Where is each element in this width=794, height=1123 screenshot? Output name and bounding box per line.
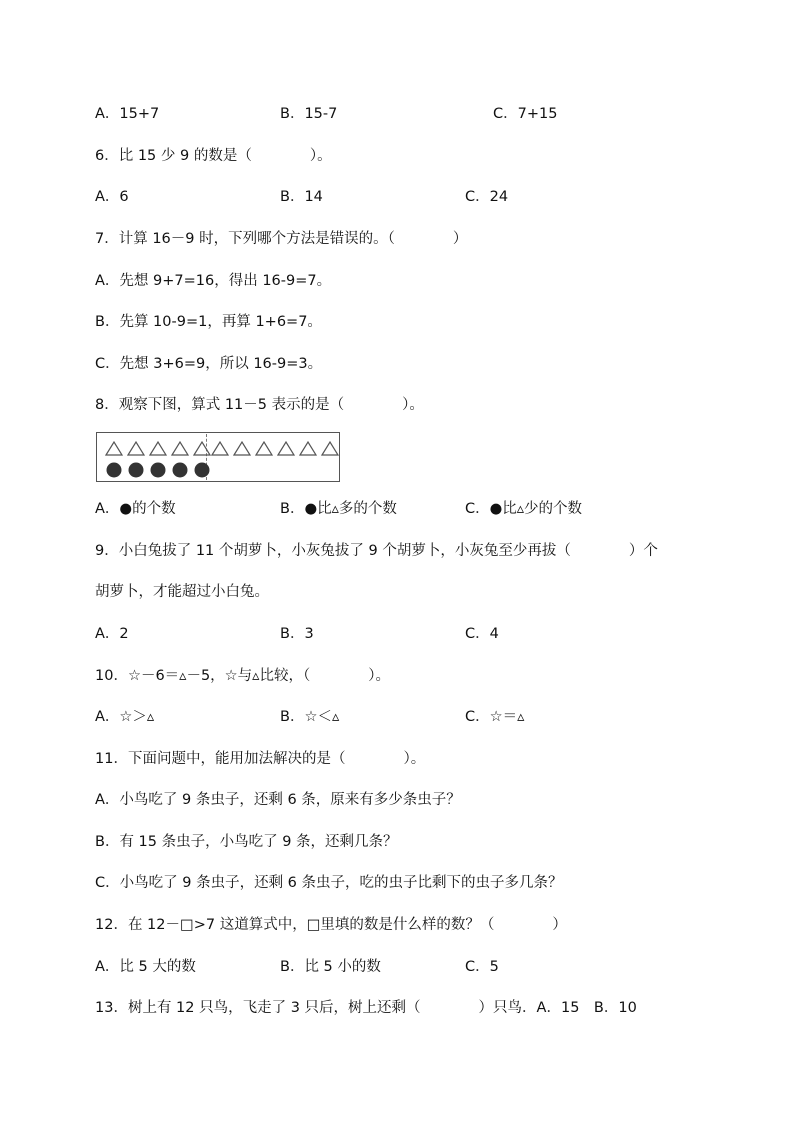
q10-option-a: A．☆＞▵ (95, 709, 155, 725)
triangle-dot-figure (97, 433, 341, 483)
triangle-icon (300, 442, 316, 455)
q7-stem: 7．计算 16－9 时，下列哪个方法是错误的。（ ） (95, 231, 468, 247)
q8-option-a: A．●的个数 (95, 501, 176, 517)
q6-option-a: A．6 (95, 189, 129, 205)
q8-option-b: B．●比▵多的个数 (280, 501, 397, 517)
q12-option-a: A．比 5 大的数 (95, 959, 196, 975)
q10-option-c: C．☆＝▵ (465, 709, 525, 725)
triangle-icon (194, 442, 210, 455)
q11-option-a: A．小鸟吃了 9 条虫子，还剩 6 条，原来有多少条虫子？ (95, 792, 461, 808)
q8-option-c: C．●比▵少的个数 (465, 501, 583, 517)
triangle-icon (322, 442, 338, 455)
q13-stem: 13．树上有 12 只鸟，飞走了 3 只后，树上还剩（ ）只鸟．A．15 B．10 (95, 1000, 637, 1016)
q9-stem-line1: 9．小白兔拔了 11 个胡萝卜，小灰兔拔了 9 个胡萝卜，小灰兔至少再拔（ ）个 (95, 543, 658, 559)
triangle-icon (150, 442, 166, 455)
q12-option-b: B．比 5 小的数 (280, 959, 381, 975)
q7-option-a: A．先想 9+7=16，得出 16-9=7。 (95, 273, 332, 289)
triangle-icon (128, 442, 144, 455)
q12-stem: 12．在 12－□>7 这道算式中，□里填的数是什么样的数？（ ） (95, 917, 567, 933)
q5-option-b: B．15-7 (280, 106, 338, 122)
q6-stem: 6．比 15 少 9 的数是（ ）。 (95, 148, 332, 164)
q10-stem: 10．☆－6＝▵－5，☆与▵比较，（ ）。 (95, 668, 390, 684)
q6-option-b: B．14 (280, 189, 323, 205)
q8-figure (96, 432, 340, 482)
triangle-icon (106, 442, 122, 455)
q9-option-b: B．3 (280, 626, 314, 642)
q5-option-a: A．15+7 (95, 106, 160, 122)
triangle-icon (278, 442, 294, 455)
q6-option-c: C．24 (465, 189, 509, 205)
triangle-icon (212, 442, 228, 455)
q11-option-c: C．小鸟吃了 9 条虫子，还剩 6 条虫子，吃的虫子比剩下的虫子多几条？ (95, 875, 563, 891)
dot-icon (195, 463, 210, 478)
q12-option-c: C．5 (465, 959, 499, 975)
q9-option-c: C．4 (465, 626, 499, 642)
dot-icon (173, 463, 188, 478)
q8-stem: 8．观察下图，算式 11－5 表示的是（ ）。 (95, 397, 424, 413)
q11-stem: 11．下面问题中，能用加法解决的是（ ）。 (95, 751, 426, 767)
q7-option-b: B．先算 10-9=1，再算 1+6=7。 (95, 314, 322, 330)
q10-option-b: B．☆＜▵ (280, 709, 340, 725)
dot-icon (129, 463, 144, 478)
q5-option-c: C．7+15 (493, 106, 558, 122)
q7-option-c: C．先想 3+6=9，所以 16-9=3。 (95, 356, 323, 372)
triangle-icon (234, 442, 250, 455)
triangle-icon (256, 442, 272, 455)
q9-stem-line2: 胡萝卜，才能超过小白兔。 (95, 584, 269, 600)
triangle-icon (172, 442, 188, 455)
dot-icon (151, 463, 166, 478)
q11-option-b: B．有 15 条虫子，小鸟吃了 9 条，还剩几条？ (95, 834, 398, 850)
dot-icon (107, 463, 122, 478)
q9-option-a: A．2 (95, 626, 129, 642)
